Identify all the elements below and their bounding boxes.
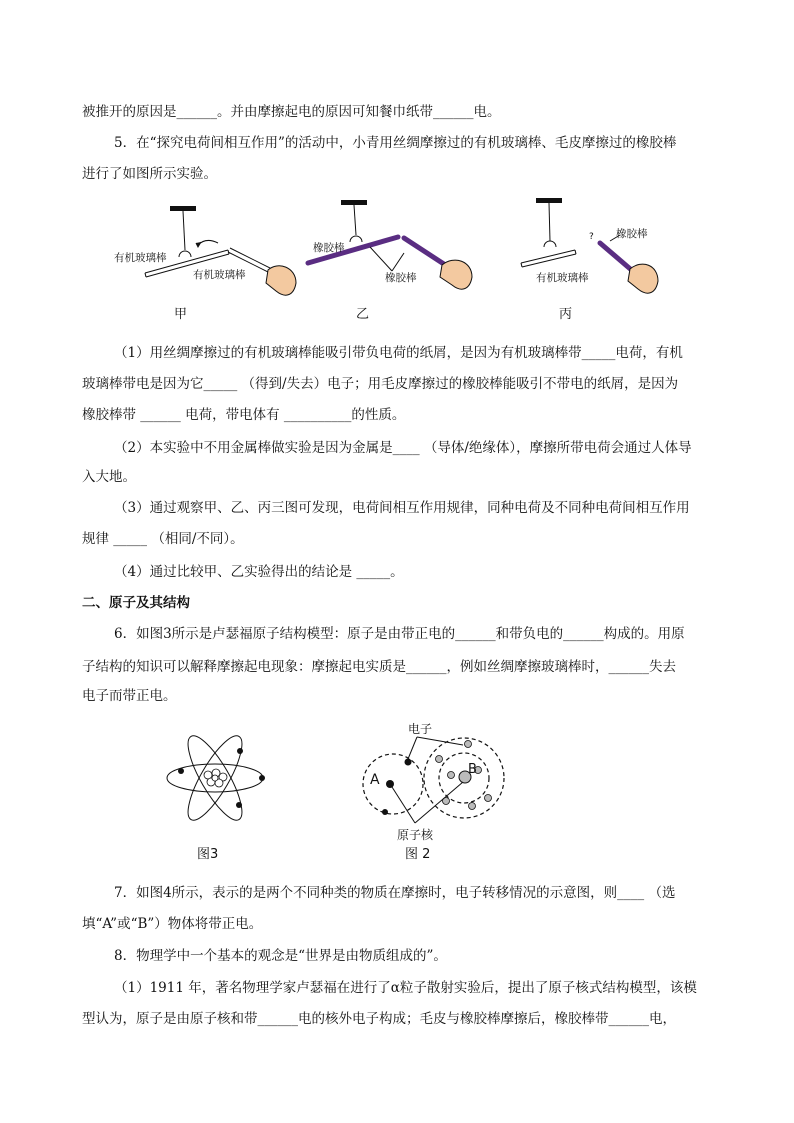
question-8: 8．物理学中一个基本的观念是“世界是由物质组成的”。 xyxy=(114,948,447,964)
hand-bing xyxy=(628,264,658,293)
electron-transfer-figure xyxy=(355,715,515,845)
label-held-jia: 有机玻璃棒 xyxy=(193,269,246,281)
caption-jia: 甲 xyxy=(174,307,188,322)
section-heading: 二、原子及其结构 xyxy=(82,595,190,611)
question-7-line-1: 7．如图4所示，表示的是两个不同种类的物质在摩擦时，电子转移情况的示意图，则____ （选 xyxy=(114,885,676,901)
sub-question-2-line-1: （2）本实验中不用金属棒做实验是因为金属是____ （导体/绝缘体），摩擦所带电荷会通过人体导 xyxy=(114,440,692,456)
fig2-caption: 图 2 xyxy=(405,847,431,862)
label-b: B xyxy=(468,762,477,777)
sub-question-8-1-line-1: （1）1911 年，著名物理学家卢瑟福在进行了α粒子散射实验后，提出了原子核式结构模型，该模 xyxy=(114,980,697,996)
hand-yi xyxy=(440,260,472,289)
sub-question-1-line-1: （1）用丝绸摩擦过的有机玻璃棒能吸引带负电荷的纸屑，是因为有机玻璃棒带_____电荷，有机 xyxy=(114,345,683,361)
figure-yi xyxy=(308,200,472,289)
text-line: 被推开的原因是______。并由摩擦起电的原因可知餐巾纸带______电。 xyxy=(82,104,501,120)
support-bar-yi xyxy=(341,200,367,205)
sub-question-1-line-3: 橡胶棒带 ______ 电荷，带电体有 __________的性质。 xyxy=(82,407,406,423)
label-a: A xyxy=(370,772,380,788)
support-bar-jia xyxy=(170,206,196,211)
electron-label: 电子 xyxy=(408,722,433,736)
label-hanging-bing: 有机玻璃棒 xyxy=(536,272,589,284)
sub-question-3-line-2: 规律 _____ （相同/不同）。 xyxy=(82,531,244,547)
figure-bing xyxy=(521,198,658,293)
caption-yi: 乙 xyxy=(356,307,370,322)
label-hanging-jia: 有机玻璃棒 xyxy=(114,252,167,264)
fig3-caption: 图3 xyxy=(197,847,219,862)
question-6-line-3: 电子而带正电。 xyxy=(82,688,177,704)
figure-jia xyxy=(114,206,296,295)
nucleus-label: 原子核 xyxy=(397,828,434,842)
label-hanging-yi: 橡胶棒 xyxy=(313,242,345,254)
sub-question-1-line-2: 玻璃棒带电是因为它_____ （得到/失去）电子；用毛皮摩擦过的橡胶棒能吸引不带电的纸屑，是因为 xyxy=(82,376,679,392)
question-6-line-2: 子结构的知识可以解释摩擦起电现象：摩擦起电实质是______，例如丝绸摩擦玻璃棒时，______失去 xyxy=(82,659,676,675)
atom-model-figure xyxy=(160,730,270,830)
question-6-line-1: 6．如图3所示是卢瑟福原子结构模型：原子是由带正电的______和带负电的______构成的。用原 xyxy=(114,626,685,642)
label-held-yi: 橡胶棒 xyxy=(385,272,417,284)
question-mark-bing: ? xyxy=(589,232,594,242)
sub-question-2-line-2: 入大地。 xyxy=(82,469,136,485)
sub-question-3-line-1: （3）通过观察甲、乙、丙三图可发现，电荷间相互作用规律，同种电荷及不同种电荷间相互作用 xyxy=(114,500,690,516)
support-bar-bing xyxy=(536,198,562,203)
question-5-line-1: 5．在“探究电荷间相互作用”的活动中，小青用丝绸摩擦过的有机玻璃棒、毛皮摩擦过的橡胶棒 xyxy=(114,135,677,151)
question-7-line-2: 填“A”或“B”）物体将带正电。 xyxy=(82,916,263,932)
experiment-figure xyxy=(100,195,690,325)
caption-bing: 丙 xyxy=(559,307,573,322)
hand-jia xyxy=(266,266,296,295)
question-5-line-2: 进行了如图所示实验。 xyxy=(82,166,217,182)
label-held-bing: 橡胶棒 xyxy=(616,228,648,240)
sub-question-8-1-line-2: 型认为，原子是由原子核和带______电的核外电子构成；毛皮与橡胶棒摩擦后，橡胶棒带______电， xyxy=(82,1011,676,1027)
sub-question-4: （4）通过比较甲、乙实验得出的结论是 _____。 xyxy=(114,564,404,580)
